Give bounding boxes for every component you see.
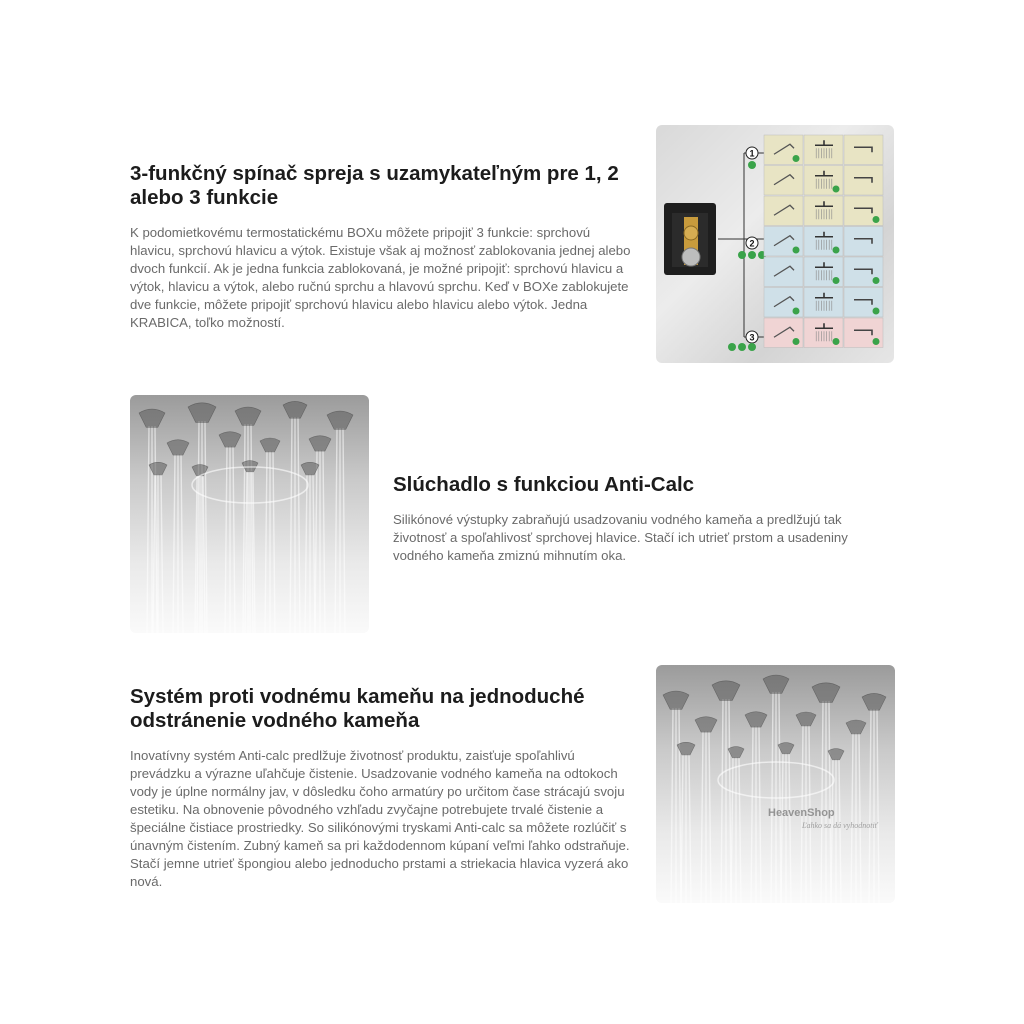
check-icon (833, 338, 840, 345)
water-stream (829, 701, 831, 903)
water-stream (731, 757, 733, 903)
water-stream (751, 726, 753, 903)
grid-cell (844, 227, 883, 257)
water-stream (323, 450, 325, 633)
water-stream (251, 424, 253, 633)
check-icon (738, 343, 746, 351)
check-icon (873, 216, 880, 223)
nozzle (812, 683, 840, 703)
nozzles-graphic (130, 395, 369, 633)
water-stream (343, 428, 345, 633)
water-stream (671, 708, 673, 903)
nozzle (712, 681, 740, 701)
check-icon (793, 155, 800, 162)
nozzle (188, 403, 216, 423)
check-icon (748, 343, 756, 351)
section-text: Inovatívny systém Anti-calc predlžuje životnosť produktu, zaisťuje spoľahlivú prevádzku a výrazne uľahčuje čistenie. Usadzovanie vodného kameňa na odtokoch vody je úplne normálny jav, v dôsledku čoho armatúry po určitom čase strácajú svoju estetiku. Na obnovenie pôvodného vzhľadu zvyčajne potrebujete trvalé čistenie a špeciálne čistiace prostriedky. So silikónovými tryskami Anti-calc sa môžete rozlúčiť s únavným čistením. Zubný kameň sa pri každodennom kúpaní veľmi ľahko odstraňuje. Stačí jemne utrieť špongiou alebo jednoducho prstami a striekacia hlavica vyzerá ako nová. (130, 748, 630, 889)
marker-label: 1 (749, 148, 755, 159)
section-anti-calc-system (130, 685, 635, 891)
water-stream (203, 475, 205, 633)
grid-cell (764, 166, 803, 196)
water-stream (265, 451, 267, 633)
grid-cell (804, 196, 843, 226)
check-icon (873, 308, 880, 315)
grid-cell (844, 166, 883, 196)
check-icon (748, 251, 756, 259)
water-stream (245, 471, 247, 633)
water-stream (709, 731, 711, 903)
water-stream (181, 454, 183, 633)
nozzle (846, 720, 866, 734)
section-text: Silikónové výstupky zabraňujú usadzovaniu vodného kameňa a predlžujú tak životnosť a spoľahlivosť sprchovej hlavice. Stačí ich utrieť prstom a usadeniny vodného kameňa zmiznú mihnutím oka. (393, 512, 848, 563)
water-stream (161, 474, 163, 633)
water-stream (313, 474, 315, 633)
check-icon (738, 251, 746, 259)
nozzle (260, 438, 280, 452)
check-icon (873, 338, 880, 345)
nozzle (283, 401, 307, 418)
nozzle (695, 717, 717, 732)
water-stream (759, 726, 761, 903)
water-stream (859, 733, 861, 903)
grid-cell (764, 257, 803, 287)
marker-label: 3 (749, 332, 755, 343)
water-stream (681, 754, 683, 903)
section-anti-calc-handset (393, 473, 873, 565)
watermark-tagline: Ľahko sa dá vyhodnotiť (802, 821, 878, 830)
water-stream (147, 426, 149, 633)
check-icon (728, 343, 736, 351)
water-stream (869, 709, 871, 903)
section-title: Systém proti vodnému kameňu na jednoduché odstránenie vodného kameňa (130, 685, 585, 732)
nozzle (167, 440, 189, 455)
water-stream (739, 757, 741, 903)
valve-cartridge (682, 248, 700, 266)
diverter-diagram-image (656, 125, 894, 363)
water-stream (305, 474, 307, 633)
watermark-brand: HeavenShop (768, 807, 835, 819)
nozzle (728, 747, 744, 758)
anti-calc-nozzles-image (130, 395, 369, 633)
grid-cell (804, 135, 843, 165)
water-stream (233, 446, 235, 633)
section-title: Slúchadlo s funkciou Anti-Calc (393, 473, 695, 496)
check-icon (748, 161, 756, 169)
grid-cell (764, 196, 803, 226)
check-icon (873, 277, 880, 284)
water-stream (173, 454, 175, 633)
nozzle (862, 693, 886, 710)
water-stream (155, 426, 157, 633)
water-stream (290, 417, 292, 633)
water-stream (689, 754, 691, 903)
water-stream (821, 701, 823, 903)
diagram-graphic (656, 125, 894, 363)
water-stream (205, 421, 207, 633)
check-icon (793, 308, 800, 315)
nozzle (327, 411, 353, 429)
valve-port (684, 226, 698, 240)
water-stream (298, 417, 300, 633)
water-stream (197, 421, 199, 633)
water-stream (831, 759, 833, 903)
grid-cell (844, 135, 883, 165)
grid-cell (804, 288, 843, 318)
nozzle (235, 407, 261, 425)
water-stream (789, 753, 791, 903)
water-stream (721, 699, 723, 903)
water-stream (153, 474, 155, 633)
check-icon (833, 186, 840, 193)
nozzle (663, 691, 689, 709)
water-stream (729, 699, 731, 903)
section-diverter (130, 162, 635, 332)
water-stream (701, 731, 703, 903)
anti-calc-system-image (656, 665, 895, 903)
water-stream (781, 753, 783, 903)
nozzle (763, 675, 789, 693)
check-icon (833, 277, 840, 284)
check-icon (793, 247, 800, 254)
water-stream (335, 428, 337, 633)
nozzle (309, 436, 331, 451)
nozzle (796, 712, 816, 726)
check-icon (833, 247, 840, 254)
water-stream (877, 709, 879, 903)
nozzle (219, 432, 241, 447)
water-stream (273, 451, 275, 633)
marker-label: 2 (749, 238, 755, 249)
water-stream (839, 759, 841, 903)
water-stream (225, 446, 227, 633)
check-icon (793, 338, 800, 345)
section-title: 3-funkčný spínač spreja s uzamykateľným pre 1, 2 alebo 3 funkcie (130, 162, 619, 209)
section-text: K podomietkovému termostatickému BOXu môžete pripojiť 3 funkcie: sprchovú hlavicu, sprchovú hlavicu a výtok. Existuje však aj možnosť zablokovania jednej alebo dvoch funkcií. Ak je jedna funkcia zablokovaná, je možné pripojiť: sprchovú hlavicu a výtok, hlavicu a výtok, alebo ručnú sprchu a hlavovú sprchu. Keď v BOXe zablokujete dve funkcie, môžete pripojiť sprchovú hlavicu alebo hlavicu alebo výtok. Jedna KRABICA, toľko možností. (130, 225, 631, 330)
nozzle (139, 409, 165, 427)
nozzle (745, 712, 767, 727)
water-stream (851, 733, 853, 903)
nozzle (778, 743, 794, 754)
nozzle (828, 749, 844, 760)
nozzles-graphic (656, 665, 895, 903)
